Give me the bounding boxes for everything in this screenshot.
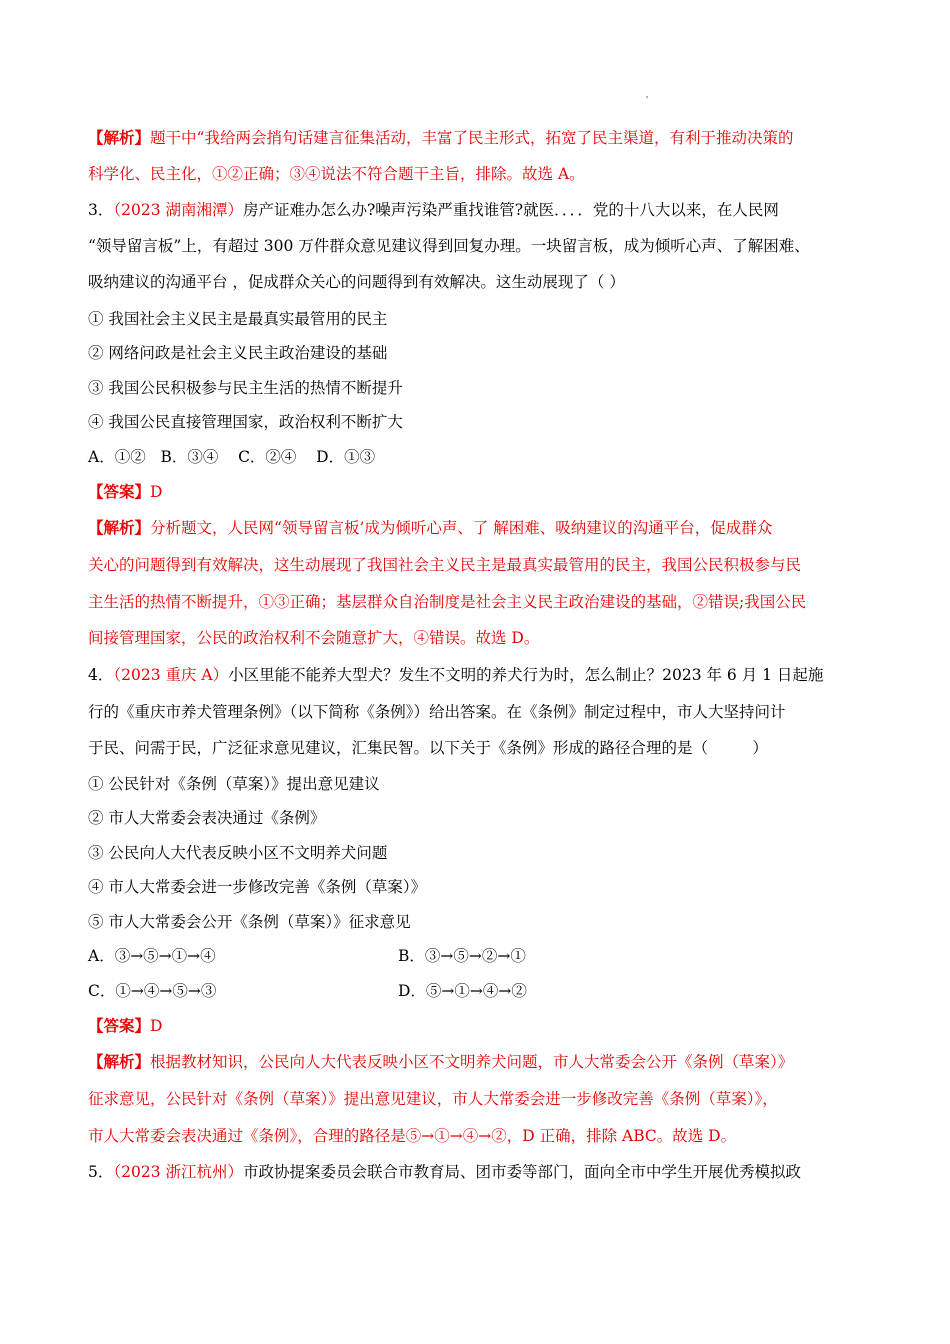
q3-analysis-line-2: 关心的问题得到有效解决，这生动展现了我国社会主义民主是最真实最管用的民主，我国公民积极参与民 [88, 556, 802, 574]
q4-answer [88, 1014, 162, 1038]
q4-analysis-line-3: 市人大常委会表决通过《条例》，合理的路径是⑤→①→④→②，D 正确，排除 ABC。故选 D。 [88, 1127, 737, 1145]
q4-item-5: ⑤ 市人大常委会公开《条例（草案）》征求意见 [88, 913, 411, 931]
page-dot [646, 96, 648, 98]
q2-analysis-line-1: 【解析】题干中“我给两会捎句话建言征集活动，丰富了民主形式，拓宽了民主渠道，有利于推动决策的 [88, 128, 794, 147]
q3-item-3: ③ 我国公民积极参与民主生活的热情不断提升 [88, 379, 403, 397]
answer-value: D [150, 1017, 163, 1035]
question-number: 4． [88, 666, 114, 684]
q4-option-a: A．③→⑤→①→④ [88, 947, 216, 965]
question-number: 5． [88, 1163, 114, 1181]
q4-item-1: ① 公民针对《条例（草案）》提出意见建议 [88, 775, 380, 793]
question-source: （2023 湖南湘潭） [113, 201, 243, 219]
answer-tag: 【答案】 [88, 482, 151, 501]
q2-analysis-line-2: 科学化、民主化，①②正确；③④说法不符合题干主旨，排除。故选 A。 [88, 165, 585, 183]
answer-tag: 【答案】 [88, 1016, 151, 1035]
q3-stem-line-1: 3．（2023 湖南湘潭）房产证难办怎么办?噪声污染严重找谁管?就医．．．．党的十八大以来，在人民网 [88, 201, 779, 219]
q3-answer [88, 480, 162, 504]
q3-analysis-line-3: 主生活的热情不断提升，①③正确；基层群众自治制度是社会主义民主政治建设的基础，②错误;我国公民 [88, 593, 807, 611]
q4-stem-line-3: 于民、问需于民，广泛征求意见建议，汇集民智。以下关于《条例》形成的路径合理的是（ ） [88, 739, 768, 757]
q4-item-4: ④ 市人大常委会进一步修改完善《条例（草案）》 [88, 878, 427, 896]
q4-analysis-line-2: 征求意见，公民针对《条例（草案）》提出意见建议，市人大常委会进一步修改完善《条例（草案）》， [88, 1090, 778, 1108]
analysis-tag: 【解析】 [88, 1052, 151, 1071]
analysis-tag: 【解析】 [88, 128, 151, 147]
q4-item-3: ③ 公民向人大代表反映小区不文明养犬问题 [88, 844, 388, 862]
q3-analysis-line-4: 间接管理国家，公民的政治权利不会随意扩大，④错误。故选 D。 [88, 629, 540, 647]
q3-analysis-line-1: 【解析】分析题文，人民网“领导留言板’成为倾听心声、了 解困难、吸纳建议的沟通平台，促成群众 [88, 518, 773, 537]
q5-stem-line-1: 5．（2023 浙江杭州）市政协提案委员会联合市教育局、团市委等部门，面向全市中学生开展优秀模拟政 [88, 1163, 802, 1181]
q4-option-d: D．⑤→①→④→② [398, 982, 527, 1000]
q3-options: A．①② B．③④ C．②④ D．①③ [88, 448, 376, 466]
q3-item-1: ① 我国社会主义民主是最真实最管用的民主 [88, 310, 388, 328]
question-source: （2023 重庆 A） [113, 666, 229, 684]
analysis-tag: 【解析】 [88, 518, 151, 537]
question-number: 3． [88, 201, 114, 219]
q4-option-c: C．①→④→⑤→③ [88, 982, 217, 1000]
q3-stem-line-2: “领导留言板”上，有超过 300 万件群众意见建议得到回复办理。一块留言板，成为倾听心声、了解困难、 [88, 237, 810, 255]
q3-stem-line-3: 吸纳建议的沟通平台 ，促成群众关心的问题得到有效解决。这生动展现了（ ） [88, 273, 625, 291]
q3-item-2: ② 网络问政是社会主义民主政治建设的基础 [88, 344, 388, 362]
q3-item-4: ④ 我国公民直接管理国家，政治权利不断扩大 [88, 413, 403, 431]
q4-stem-line-2: 行的《重庆市养犬管理条例》（以下简称《条例》）给出答案。在《条例》制定过程中，市人大坚持问计 [88, 703, 786, 721]
q4-item-2: ② 市人大常委会表决通过《条例》 [88, 809, 326, 827]
q4-option-b: B．③→⑤→②→① [398, 947, 526, 965]
q4-stem-line-1: 4．（2023 重庆 A）小区里能不能养大型犬？发生不文明的养犬行为时，怎么制止？2023 年 6 月 1 日起施 [88, 666, 824, 684]
answer-value: D [150, 483, 163, 501]
question-source: （2023 浙江杭州） [113, 1163, 243, 1181]
q4-analysis-line-1: 【解析】根据教材知识，公民向人大代表反映小区不文明养犬问题，市人大常委会公开《条例（草案）》 [88, 1052, 794, 1071]
